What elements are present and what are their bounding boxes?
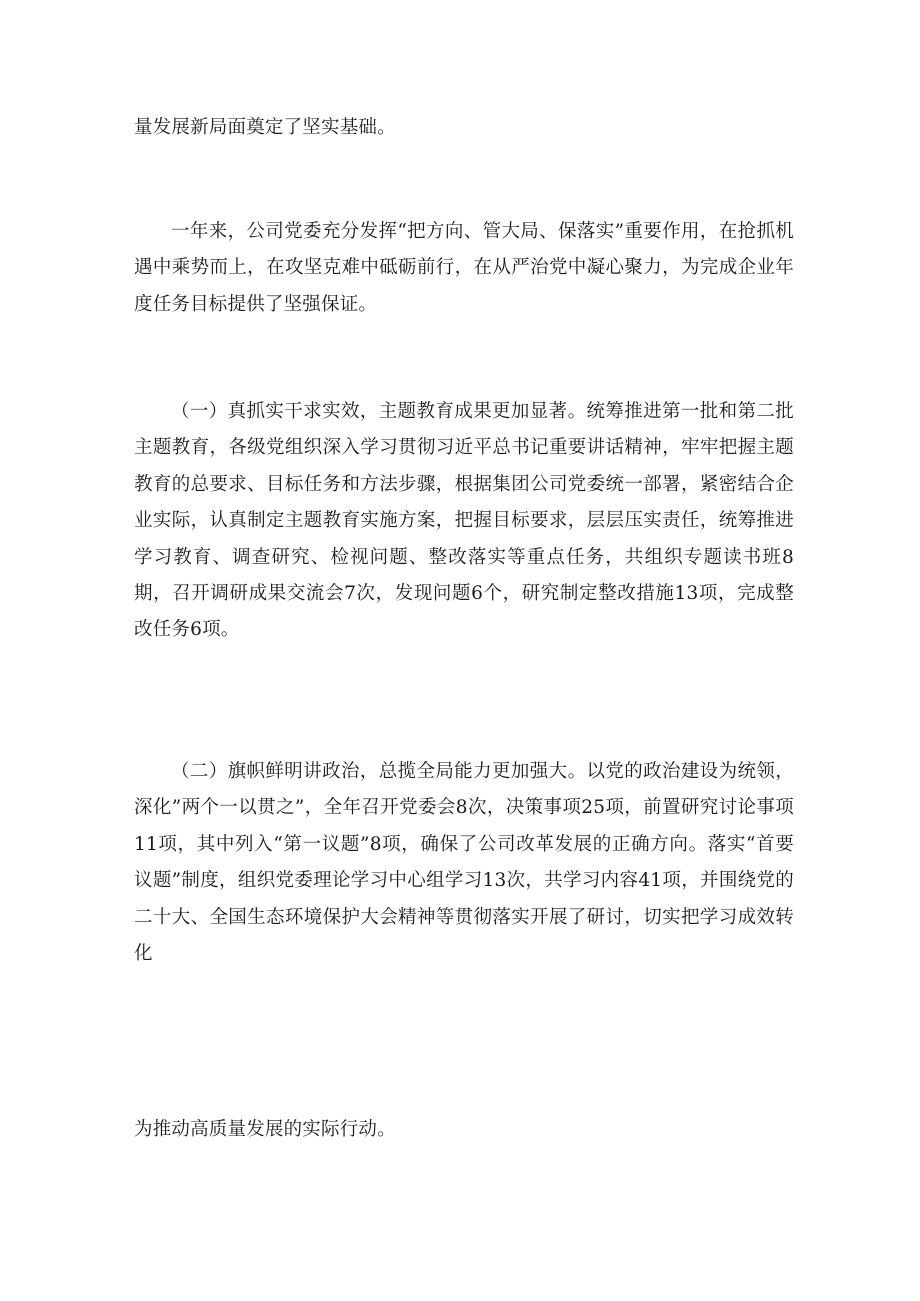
paragraph-continuation: 量发展新局面奠定了坚实基础。 xyxy=(134,117,396,138)
paragraph-section-two: （二）旗帜鲜明讲政治，总揽全局能力更加强大。以党的政治建设为统领，深化”两个一以贯之”，全年召开党委会8次，决策事项25项，前置研究讨论事项11项，其中列入“第一议题”8项，确保了公司改革发展的正确方向。落实“首要议题”制度，组织党委理论学习中心组学习13次，共学习内容41项，并围绕党的二十大、全国生态环境保护大会精神等贯彻落实开展了研讨，切实把学习成效转化 xyxy=(134,761,794,965)
paragraph-section-two-ending: 为推动高质量发展的实际行动。 xyxy=(134,1119,396,1140)
paragraph-section-one: （一）真抓实干求实效，主题教育成果更加显著。统筹推进第一批和第二批主题教育，各级党组织深入学习贯彻习近平总书记重要讲话精神，牢牢把握主题教育的总要求、目标任务和方法步骤，根据集团公司党委统一部署，紧密结合企业实际，认真制定主题教育实施方案，把握目标要求，层层压实责任，统筹推进学习教育、调查研究、检视问题、整改落实等重点任务，共组织专题读书班8期，召开调研成果交流会7次，发现问题6个，研究制定整改措施13项，完成整改任务6项。 xyxy=(134,401,794,641)
paragraph-overview: 一年来，公司党委充分发挥“把方向、管大局、保落实”重要作用，在抢抓机遇中乘势而上，在攻坚克难中砥砺前行，在从严治党中凝心聚力，为完成企业年度任务目标提供了坚强保证。 xyxy=(134,221,794,315)
